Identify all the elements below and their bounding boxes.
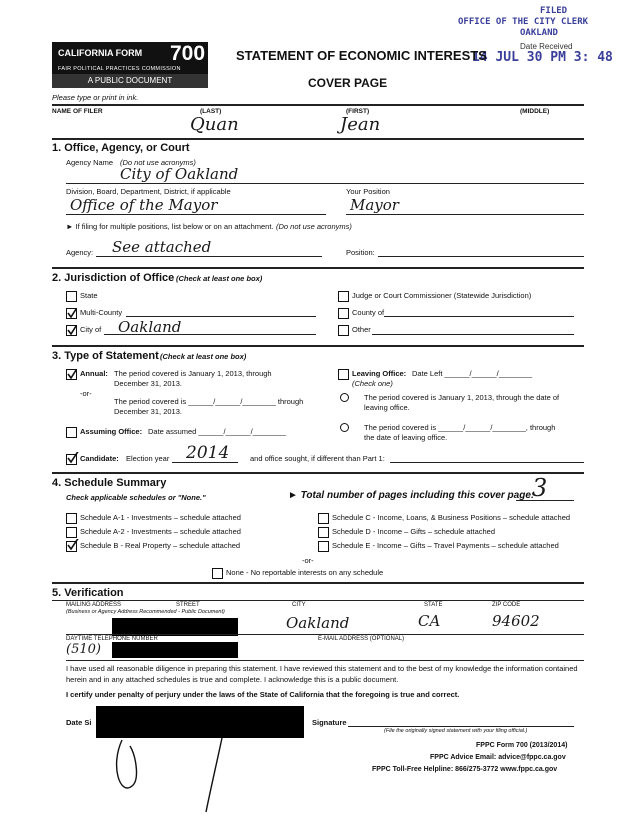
stamp-date-received: Date Received: [520, 42, 573, 51]
none-label: None - No reportable interests on any schedule: [226, 568, 384, 577]
leaving-option2-radio[interactable]: [340, 423, 349, 432]
annual-checkbox[interactable]: [66, 369, 77, 380]
schedule-d-checkbox[interactable]: [318, 527, 329, 538]
schedule-e-checkbox[interactable]: [318, 541, 329, 552]
rule-section5: [52, 582, 584, 584]
assuming-checkbox[interactable]: [66, 427, 77, 438]
section3-note: (Check at least one box): [160, 352, 247, 361]
county-of-line: [384, 316, 574, 317]
section2-title: 2. Jurisdiction of Office: [52, 272, 175, 284]
commission-name: FAIR POLITICAL PRACTICES COMMISSION: [58, 66, 181, 72]
section3-title: 3. Type of Statement: [52, 350, 159, 362]
annual-text1: The period covered is January 1, 2013, through: [114, 369, 272, 378]
election-year-value: 2014: [186, 443, 230, 463]
form-name: CALIFORNIA FORM: [58, 48, 143, 58]
perjury-paragraph: I certify under penalty of perjury under the laws of the State of California that the foregoing is true and correct.: [66, 690, 460, 699]
city-of-checkbox[interactable]: [66, 325, 77, 336]
section2-note: (Check at least one box): [176, 274, 263, 283]
stamp-filed: FILED: [540, 6, 568, 16]
redacted-date: [96, 706, 304, 738]
signature-label: Signature: [312, 718, 347, 727]
agency2-label: Agency:: [66, 248, 94, 257]
leaving-checkbox[interactable]: [338, 369, 349, 380]
annual-text3: The period covered is ______/______/________ through: [114, 397, 304, 406]
rule-section2: [52, 267, 584, 269]
city-of-line: [104, 334, 316, 335]
footer-form: FPPC Form 700 (2013/2014): [476, 742, 568, 749]
total-pages-line: [516, 500, 574, 501]
zip-label: ZIP CODE: [492, 602, 521, 608]
agency-name-label: Agency Name: [66, 158, 114, 167]
filer-first-name: Jean: [340, 114, 381, 135]
form-number: 700: [170, 42, 206, 65]
state-label: State: [80, 291, 98, 300]
division-value: Office of the Mayor: [70, 196, 218, 214]
state-value: CA: [418, 612, 441, 630]
candidate-label: Candidate:: [80, 454, 119, 463]
agency2-line: [96, 256, 322, 257]
leaving-opt2a: The period covered is ______/______/________, through: [364, 423, 556, 432]
county-of-label: County of: [352, 308, 385, 317]
leaving-opt1b: leaving office.: [364, 403, 410, 412]
schedule-a2-checkbox[interactable]: [66, 527, 77, 538]
schedule-a2-label: Schedule A-2 - Investments – schedule attached: [80, 527, 241, 536]
annual-or: -or-: [80, 389, 92, 398]
total-pages-value: 3: [532, 474, 548, 502]
judge-checkbox[interactable]: [338, 291, 349, 302]
annual-text4: December 31, 2013.: [114, 407, 182, 416]
rule-section3: [52, 345, 584, 347]
candidate-text: and office sought, if different than Part 1:: [250, 454, 385, 463]
city-value: Oakland: [286, 614, 350, 632]
first-label: (FIRST): [346, 108, 370, 115]
mailing-note: (Business or Agency Address Recommended - Public Document): [66, 609, 225, 615]
section5-title: 5. Verification: [52, 587, 124, 599]
candidate-checkbox[interactable]: [66, 454, 77, 465]
last-label: (LAST): [200, 108, 222, 115]
schedule-d-label: Schedule D - Income – Gifts – schedule attached: [332, 527, 496, 536]
agency-name-note: (Do not use acronyms): [120, 158, 196, 167]
multi-county-label: Multi-County: [80, 308, 123, 317]
other-checkbox[interactable]: [338, 325, 349, 336]
leaving-option1-radio[interactable]: [340, 393, 349, 402]
filer-last-name: Quan: [190, 114, 239, 135]
agency-name-value: City of Oakland: [120, 165, 239, 183]
form-subtitle: COVER PAGE: [308, 76, 388, 90]
other-line: [372, 334, 574, 335]
phone-line: [66, 660, 584, 661]
multi-county-line: [126, 316, 316, 317]
public-document-banner: A PUBLIC DOCUMENT: [52, 74, 208, 88]
agency-line: [66, 183, 584, 184]
email-label: E-MAIL ADDRESS (OPTIONAL): [318, 636, 405, 642]
candidate-office-line: [390, 462, 584, 463]
zip-value: 94602: [492, 612, 540, 630]
multi-position-note2: (Do not use acronyms): [276, 222, 352, 231]
schedule-c-label: Schedule C - Income, Loans, & Business Positions – schedule attached: [332, 513, 571, 522]
other-label: Other: [352, 325, 371, 334]
section1-title: 1. Office, Agency, or Court: [52, 142, 190, 154]
schedule-c-checkbox[interactable]: [318, 513, 329, 524]
rule-section1: [52, 138, 584, 140]
county-of-checkbox[interactable]: [338, 308, 349, 319]
leaving-text: Date Left ______/______/________: [412, 369, 533, 378]
annual-text2: December 31, 2013.: [114, 379, 182, 388]
division-label: Division, Board, Department, District, if applicable: [66, 187, 231, 196]
phone-label: DAYTIME TELEPHONE NUMBER: [66, 636, 158, 642]
leaving-opt2b: the date of leaving office.: [364, 433, 448, 442]
division-line: [66, 214, 326, 215]
filer-label: NAME OF FILER: [52, 108, 103, 115]
election-year-line: [172, 462, 238, 463]
footer-helpline: FPPC Toll-Free Helpline: 866/275-3772 www.fppc.ca.gov: [372, 766, 558, 773]
address-line: [66, 634, 584, 635]
form-title: STATEMENT OF ECONOMIC INTERESTS: [236, 48, 487, 63]
signature-line: [348, 726, 574, 727]
middle-label: (MIDDLE): [520, 108, 550, 115]
date-signed-label: Date Si: [66, 718, 92, 727]
street-label: STREET: [176, 602, 200, 608]
annual-label: Annual:: [80, 369, 108, 378]
judge-label: Judge or Court Commissioner (Statewide Jurisdiction): [352, 291, 532, 300]
election-year-label: Election year: [126, 454, 170, 463]
city-of-value: Oakland: [118, 318, 182, 336]
position2-line: [378, 256, 584, 257]
leaving-check-one: (Check one): [352, 379, 393, 388]
verification-top-line: [52, 600, 584, 601]
schedule-b-checkbox[interactable]: [66, 541, 77, 552]
schedule-e-label: Schedule E - Income – Gifts – Travel Payments – schedule attached: [332, 541, 559, 550]
footer-advice: FPPC Advice Email: advice@fppc.ca.gov: [430, 754, 566, 761]
ink-instruction: Please type or print in ink.: [52, 93, 139, 102]
rule-top: [52, 104, 584, 106]
city-of-label: City of: [80, 325, 102, 334]
section4-title: 4. Schedule Summary: [52, 477, 167, 489]
none-checkbox[interactable]: [212, 568, 223, 579]
redacted-phone: [112, 642, 238, 658]
agency2-value: See attached: [112, 238, 212, 256]
leaving-opt1a: The period covered is January 1, 2013, through the date of: [364, 393, 560, 402]
diligence-paragraph: I have used all reasonable diligence in preparing this statement. I have reviewed this statement and to the best of my knowledge the information contained herein and in any attached schedules is true and complete. I acknowledge this is a public document.: [66, 664, 578, 684]
multi-county-checkbox[interactable]: [66, 308, 77, 319]
phone-value: (510): [66, 642, 101, 657]
stamp-datetime: 14 JUL 30 PM 3: 48: [472, 50, 613, 65]
position-value: Mayor: [350, 196, 399, 214]
mailing-address-label: MAILING ADDRESS: [66, 602, 122, 608]
schedule-b-label: Schedule B - Real Property – schedule attached: [80, 541, 241, 550]
state-checkbox[interactable]: [66, 291, 77, 302]
stamp-city: OAKLAND: [520, 28, 558, 38]
city-label: CITY: [292, 602, 306, 608]
schedule-a1-checkbox[interactable]: [66, 513, 77, 524]
assuming-text: Date assumed ______/______/________: [148, 427, 287, 436]
assuming-label: Assuming Office:: [80, 427, 143, 436]
position2-label: Position:: [346, 248, 375, 257]
total-pages-label: ► Total number of pages including this cover page:: [288, 490, 535, 501]
position-label: Your Position: [346, 187, 390, 196]
schedule-or: -or-: [302, 556, 314, 565]
signature-note: (File the originally signed statement with your filing official.): [384, 728, 528, 734]
position-line: [346, 214, 584, 215]
state-addr-label: STATE: [424, 602, 443, 608]
schedule-a1-label: Schedule A-1 - Investments – schedule attached: [80, 513, 241, 522]
stamp-office: OFFICE OF THE CITY CLERK: [458, 17, 589, 27]
rule-section4: [52, 472, 584, 474]
leaving-label: Leaving Office:: [352, 369, 407, 378]
signature-scribble: [110, 736, 230, 816]
section4-note: Check applicable schedules or "None.": [66, 493, 206, 502]
multi-position-note: ► If filing for multiple positions, list below or on an attachment.: [66, 222, 274, 231]
